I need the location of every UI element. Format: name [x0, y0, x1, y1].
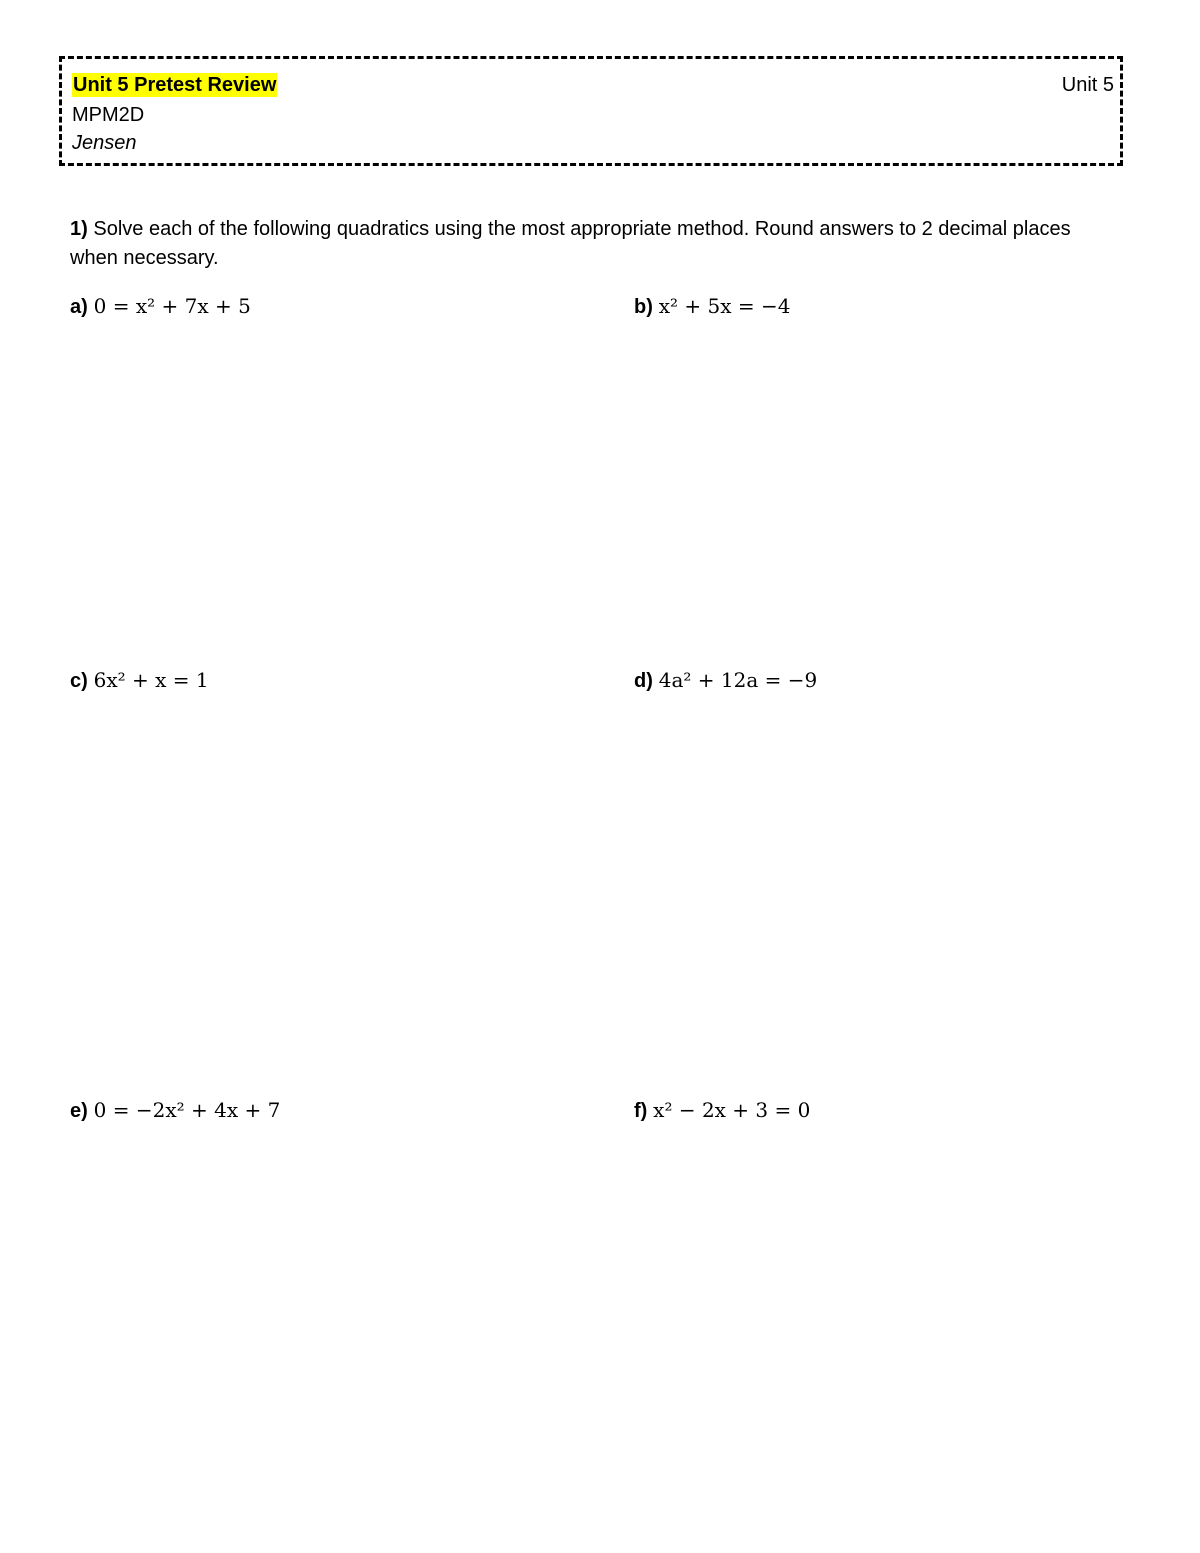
part-label: c): [70, 670, 88, 692]
part-label: b): [634, 296, 653, 318]
header-box: [59, 56, 1123, 166]
question-1-instructions: [70, 215, 1120, 273]
equation: 0 = −2x² + 4x + 7: [93, 1098, 281, 1122]
part-label: d): [634, 670, 653, 692]
equation: 0 = x² + 7x + 5: [93, 294, 251, 318]
question-text: Solve each of the following quadratics using the most appropriate method. Round answers to 2 decimal places when necessary.: [70, 218, 1071, 269]
question-number: 1): [70, 218, 88, 240]
part-label: f): [634, 1100, 648, 1122]
part-label: a): [70, 296, 88, 318]
teacher-name: Jensen: [72, 132, 137, 154]
equation: 6x² + x = 1: [93, 668, 209, 692]
part-f: [634, 1097, 810, 1124]
part-e: [70, 1097, 280, 1124]
part-b: [634, 293, 790, 320]
equation: x² − 2x + 3 = 0: [653, 1098, 811, 1122]
equation: 4a² + 12a = −9: [658, 668, 818, 692]
part-d: [634, 667, 817, 694]
unit-label: Unit 5: [1061, 74, 1114, 96]
part-a: [70, 293, 251, 320]
equation: x² + 5x = −4: [658, 294, 791, 318]
course-code: MPM2D: [72, 104, 145, 126]
part-c: [70, 667, 209, 694]
page-title: Unit 5 Pretest Review: [73, 74, 277, 96]
part-label: e): [70, 1100, 88, 1122]
